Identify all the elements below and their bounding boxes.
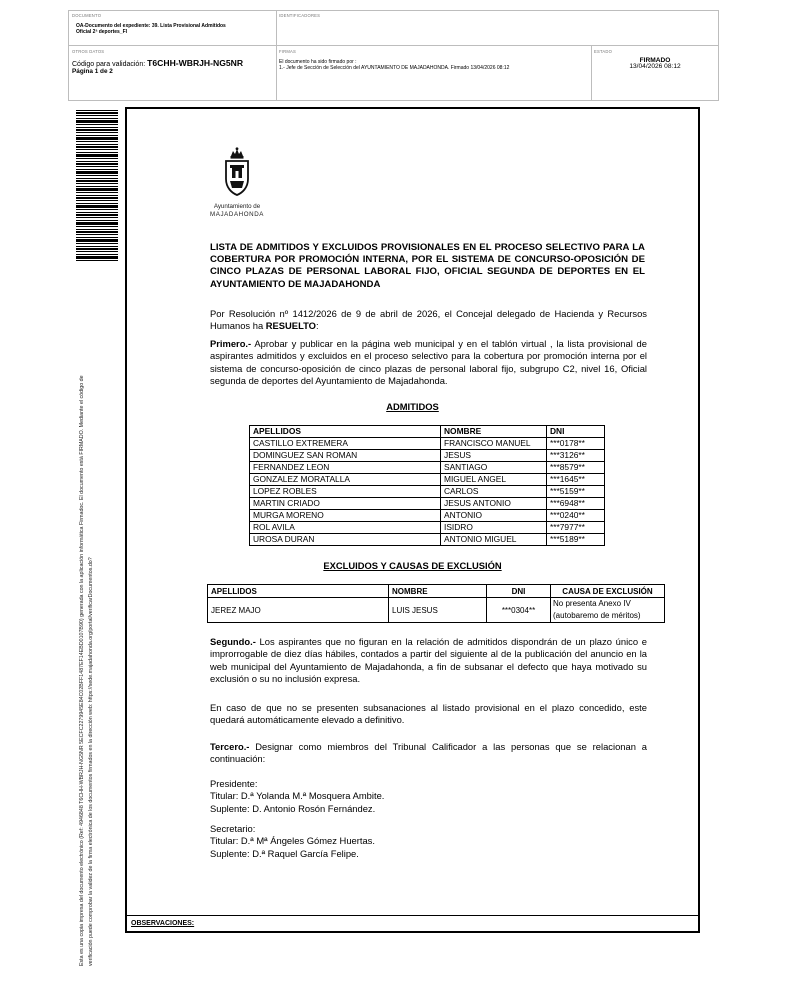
admitidos-table — [249, 425, 605, 546]
col-nombre: NOMBRE — [389, 585, 487, 598]
logo-line-2: MAJADAHONDA — [209, 211, 265, 218]
verification-side-text — [78, 286, 96, 966]
col-causa: CAUSA DE EXCLUSIÓN — [551, 585, 665, 598]
causa-line-2: (autobaremo de méritos) — [553, 611, 641, 620]
primero-text: Aprobar y publicar en la página web municipal y en el tablón virtual , la lista provisional de aspirantes admitidos y excluidos en el proceso selectivo para la cobertura por promoción interna por el sistema de concurso-oposición de cinco plazas de personal laboral fijo, subgrupo C2, nivel 16, Oficial segunda de deportes del Ayuntamiento de Majadahonda. — [210, 338, 647, 387]
table-row — [250, 534, 605, 546]
table-row — [250, 486, 605, 498]
admitidos-heading: ADMITIDOS — [386, 401, 439, 412]
apellidos-cell: CASTILLO EXTREMERA — [250, 438, 441, 450]
barcode — [76, 110, 118, 262]
logo-line-1: Ayuntamiento de — [213, 203, 261, 210]
presidente-label: Presidente: — [210, 778, 258, 789]
dni-cell: ***8579** — [547, 462, 605, 474]
dni-cell: ***0304** — [487, 598, 551, 623]
dni-cell: ***6948** — [547, 498, 605, 510]
apellidos-cell: JEREZ MAJO — [208, 598, 389, 623]
ayuntamiento-logo — [207, 147, 267, 218]
identificadores-cell — [276, 11, 716, 25]
table-row — [250, 450, 605, 462]
firmas-text-1: El documento ha sido firmado por : — [279, 58, 357, 65]
dni-cell: ***5189** — [547, 534, 605, 546]
tercero-label: Tercero.- — [210, 741, 250, 752]
intro-end: : — [315, 320, 319, 332]
firmas-text-2: 1.- Jefe de Sección de Selección del AYUNTAMIENTO DE MAJADAHONDA. Firmado 13/04/2026 08:12 — [279, 65, 510, 71]
nombre-cell: LUIS JESUS — [389, 598, 487, 623]
presidente-block — [210, 778, 647, 815]
coat-of-arms-icon — [222, 147, 252, 197]
otros-datos-label: OTROS DATOS — [72, 49, 105, 54]
causa-cell — [551, 598, 665, 623]
observaciones-label: OBSERVACIONES: — [127, 915, 698, 931]
otros-datos-cell — [69, 47, 276, 77]
intro-paragraph — [210, 308, 647, 333]
nombre-cell: ISIDRO — [441, 522, 547, 534]
nombre-cell: ANTONIO MIGUEL — [441, 534, 547, 546]
secretario-titular: Titular: D.ª Mª Ángeles Gómez Huertas. — [210, 835, 375, 847]
tercero-text: Designar como miembros del Tribunal Calificador a las personas que se relacionan a continuación: — [210, 741, 647, 765]
documento-text: OA-Documento del expediente: 39. Lista Provisional Admitidos Oficial 2ª deportes_FI — [76, 22, 226, 35]
estado-date: 13/04/2026 08:12 — [629, 63, 681, 70]
excluidos-table — [207, 584, 665, 623]
causa-line-1: No presenta Anexo IV — [553, 599, 631, 608]
nombre-cell: JESUS ANTONIO — [441, 498, 547, 510]
segundo-paragraph — [210, 636, 647, 686]
segundo-label: Segundo.- — [210, 636, 256, 647]
apellidos-cell: LOPEZ ROBLES — [250, 486, 441, 498]
identificadores-label: IDENTIFICADORES — [279, 13, 321, 18]
secretario-suplente: Suplente: D.ª Raquel García Felipe. — [210, 847, 359, 859]
subsanaciones-paragraph: En caso de que no se presenten subsanaciones al listado provisional en el plazo concedido, este quedará automáticamente elevado a definitivo. — [210, 702, 647, 726]
estado-value: FIRMADO — [639, 56, 671, 64]
nombre-cell: MIGUEL ANGEL — [441, 474, 547, 486]
resuelto-label: RESUELTO — [265, 320, 316, 332]
col-dni: DNI — [547, 426, 605, 438]
primero-label: Primero.- — [210, 338, 252, 349]
codigo-value: T6CHH-WBRJH-NG5NR — [147, 57, 244, 68]
side-text-line-1: Esta es una copia impresa del documento electrónico (Ref: 4946848 T6CHH-WBRJH-NG5NR 5ECFC2279945E84C02BFF1487EF14EBD0107B90) generada con la aplicación informática Firmadoc. El documento está FIRMADO. Mediante el código de — [79, 375, 85, 966]
document-page — [125, 107, 700, 933]
dni-cell: ***5159** — [547, 486, 605, 498]
secretario-block — [210, 823, 647, 860]
table-header-row — [208, 585, 665, 598]
dni-cell: ***0178** — [547, 438, 605, 450]
apellidos-cell: MURGA MORENO — [250, 510, 441, 522]
col-dni: DNI — [487, 585, 551, 598]
dni-cell: ***3126** — [547, 450, 605, 462]
table-row — [250, 498, 605, 510]
table-row — [208, 598, 665, 623]
firmas-cell — [276, 47, 591, 74]
table-row — [250, 462, 605, 474]
estado-cell — [591, 47, 719, 73]
col-apellidos: APELLIDOS — [208, 585, 389, 598]
secretario-label: Secretario: — [210, 823, 256, 834]
primero-paragraph — [210, 338, 647, 388]
dni-cell: ***0240** — [547, 510, 605, 522]
tercero-paragraph — [210, 741, 647, 766]
nombre-cell: JESUS — [441, 450, 547, 462]
apellidos-cell: DOMINGUEZ SAN ROMAN — [250, 450, 441, 462]
page-count: Página 1 de 2 — [72, 67, 113, 75]
signature-header — [68, 10, 719, 101]
table-row — [250, 522, 605, 534]
documento-label: DOCUMENTO — [72, 13, 102, 18]
presidente-titular: Titular: D.ª Yolanda M.ª Mosquera Ambite. — [210, 790, 385, 802]
excluidos-heading: EXCLUIDOS Y CAUSAS DE EXCLUSIÓN — [323, 560, 502, 571]
codigo-label: Código para validación: — [72, 60, 146, 68]
firmas-label: FIRMAS — [279, 49, 297, 54]
apellidos-cell: MARTIN CRIADO — [250, 498, 441, 510]
estado-label: ESTADO — [594, 49, 613, 54]
presidente-suplente: Suplente: D. Antonio Rosón Fernández. — [210, 802, 376, 814]
table-row — [250, 474, 605, 486]
col-nombre: NOMBRE — [441, 426, 547, 438]
side-text-line-2: verificación puede comprobar la validez de la firma electrónica de los documentos firmados en la dirección web: https://sede.majadahonda.org/portal/verificarDocumentos.do? — [88, 557, 94, 966]
intro-text: Por Resolución nº 1412/2026 de 9 de abril de 2026, el Concejal delegado de Hacienda y Recursos Humanos ha — [210, 308, 647, 332]
nombre-cell: CARLOS — [441, 486, 547, 498]
nombre-cell: FRANCISCO MANUEL — [441, 438, 547, 450]
table-header-row — [250, 426, 605, 438]
segundo-text: Los aspirantes que no figuran en la relación de admitidos dispondrán de un plazo único e improrrogable de diez días hábiles, contados a partir del siguiente al de la publicación del anuncio en la web municipal del Ayuntamiento de Majadahonda, a fin de subsanar el defecto que haya motivado su exclusión o su no inclusión expresa. — [210, 636, 647, 685]
document-title: LISTA DE ADMITIDOS Y EXCLUIDOS PROVISIONALES EN EL PROCESO SELECTIVO PARA LA COBERTURA POR PROMOCIÓN INTERNA, POR EL SISTEMA DE CONCURSO-OPOSICIÓN DE CINCO PLAZAS DE PERSONAL LABORAL FIJO, OFICIAL SEGUNDA DE DEPORTES EN EL AYUNTAMIENTO DE MAJADAHONDA — [210, 242, 645, 290]
table-row — [250, 438, 605, 450]
apellidos-cell: ROL AVILA — [250, 522, 441, 534]
dni-cell: ***1645** — [547, 474, 605, 486]
nombre-cell: SANTIAGO — [441, 462, 547, 474]
dni-cell: ***7977** — [547, 522, 605, 534]
table-row — [250, 510, 605, 522]
apellidos-cell: UROSA DURAN — [250, 534, 441, 546]
nombre-cell: ANTONIO — [441, 510, 547, 522]
apellidos-cell: FERNANDEZ LEON — [250, 462, 441, 474]
col-apellidos: APELLIDOS — [250, 426, 441, 438]
apellidos-cell: GONZALEZ MORATALLA — [250, 474, 441, 486]
documento-cell — [69, 11, 276, 38]
